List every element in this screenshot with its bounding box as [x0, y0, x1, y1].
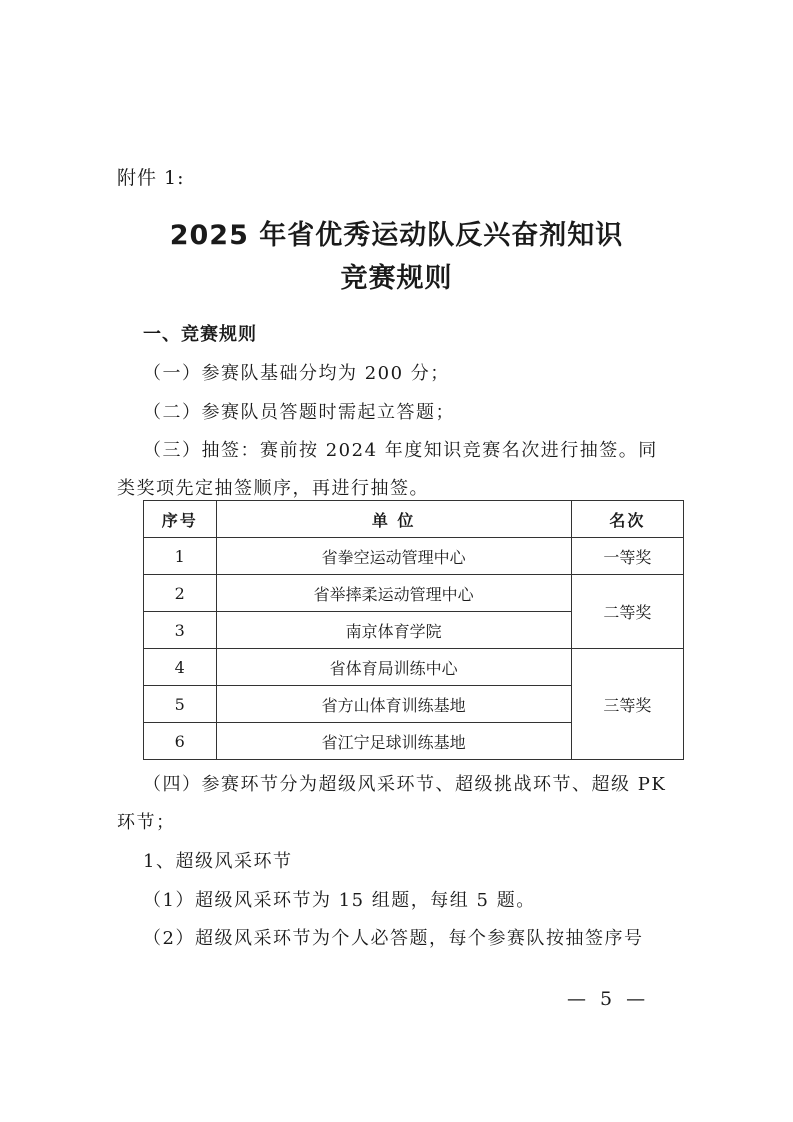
- rule-item-4-line1: （四）参赛环节分为超级风采环节、超级挑战环节、超级 PK: [143, 774, 667, 795]
- cell-unit: 省方山体育训练基地: [216, 686, 571, 723]
- document-title-line1: 2025 年省优秀运动队反兴奋剂知识: [169, 220, 624, 251]
- page-number: — 5 —: [567, 988, 650, 1010]
- cell-serial: 6: [144, 723, 217, 760]
- header-serial: 序号: [144, 501, 217, 538]
- header-rank: 名次: [571, 501, 683, 538]
- cell-unit: 省江宁足球训练基地: [216, 723, 571, 760]
- header-unit: 单 位: [216, 501, 571, 538]
- cell-rank-third: 三等奖: [571, 649, 683, 760]
- cell-serial: 3: [144, 612, 217, 649]
- rule-item-3-line1: （三）抽签：赛前按 2024 年度知识竞赛名次进行抽签。同: [143, 440, 658, 461]
- rule-item-3-line2: 类奖项先定抽签顺序，再进行抽签。: [117, 478, 429, 499]
- cell-serial: 2: [144, 575, 217, 612]
- cell-rank-first: 一等奖: [571, 538, 683, 575]
- cell-unit: 省拳空运动管理中心: [216, 538, 571, 575]
- showcase-rule-1: （1）超级风采环节为 15 组题，每组 5 题。: [143, 890, 536, 911]
- annex-label: 附件 1:: [117, 167, 185, 189]
- draw-order-table: [143, 500, 684, 760]
- table-row: [144, 649, 684, 686]
- rule-item-2: （二）参赛队员答题时需起立答题；: [143, 402, 455, 423]
- sub-heading-showcase: 1、超级风采环节: [143, 851, 293, 872]
- cell-unit: 省举摔柔运动管理中心: [216, 575, 571, 612]
- cell-unit: 省体育局训练中心: [216, 649, 571, 686]
- cell-serial: 1: [144, 538, 217, 575]
- showcase-rule-2: （2）超级风采环节为个人必答题，每个参赛队按抽签序号: [143, 928, 644, 949]
- cell-rank-second: 二等奖: [571, 575, 683, 649]
- table-header-row: [144, 501, 684, 538]
- rule-item-1: （一）参赛队基础分均为 200 分；: [143, 363, 450, 384]
- rule-item-4-line2: 环节；: [117, 812, 176, 833]
- table-row: [144, 575, 684, 612]
- cell-serial: 5: [144, 686, 217, 723]
- cell-unit: 南京体育学院: [216, 612, 571, 649]
- document-title-line2: 竞赛规则: [340, 263, 453, 294]
- section-heading-rules: 一、竞赛规则: [143, 324, 257, 345]
- cell-serial: 4: [144, 649, 217, 686]
- table-row: [144, 538, 684, 575]
